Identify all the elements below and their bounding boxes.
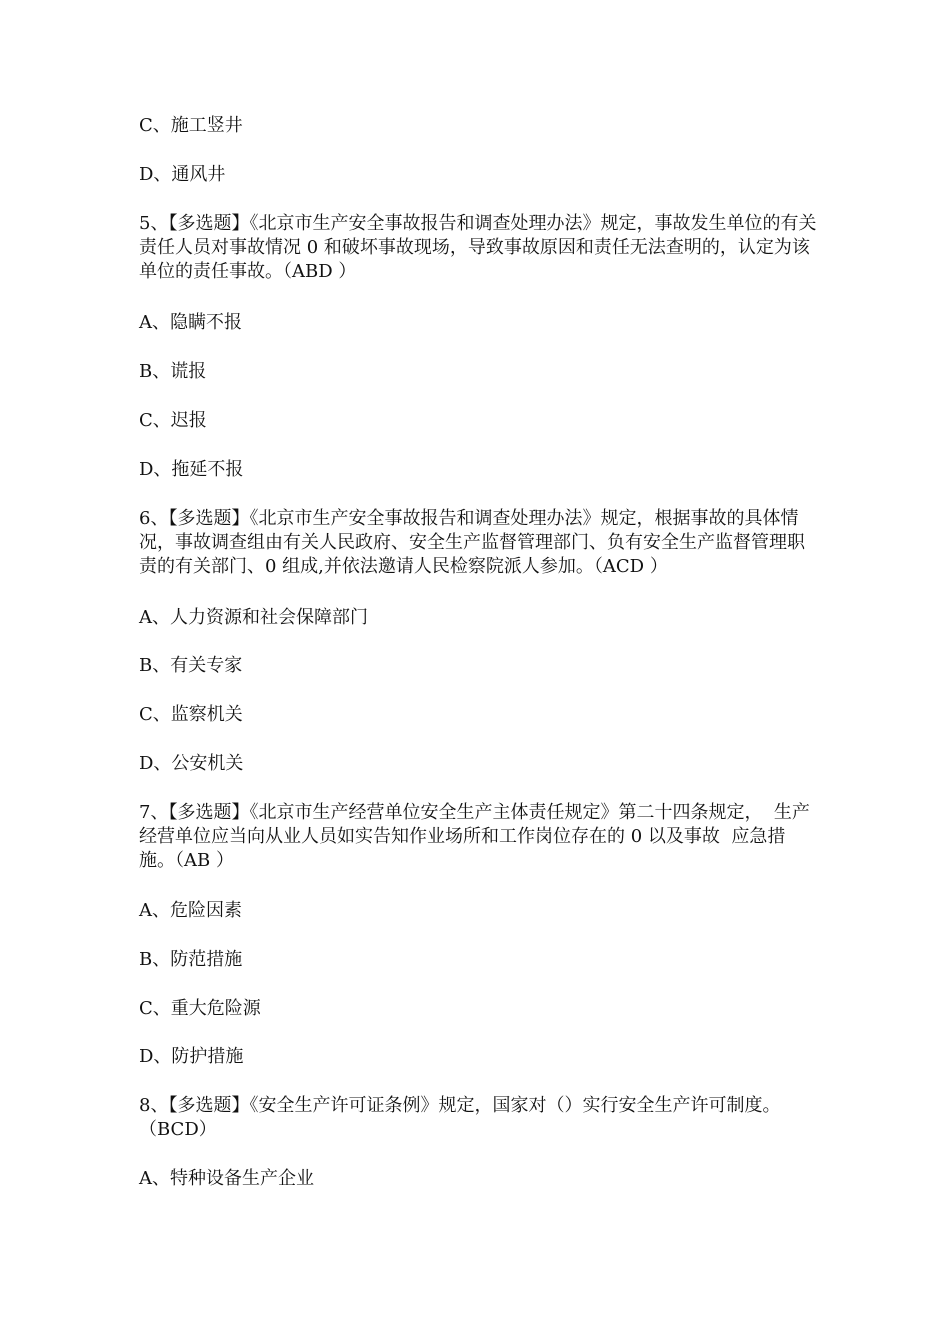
option-7a: A、危险因素 [139, 900, 242, 921]
option-8a: A、特种设备生产企业 [139, 1168, 314, 1189]
question-7: 7、【多选题】《北京市生产经营单位安全生产主体责任规定》第二十四条规定， 生产经营单位应当向从业人员如实告知作业场所和工作岗位存在的 0 以及事故 应急措施。（AB ） [139, 802, 810, 871]
option-4c: C、施工竖井 [139, 115, 243, 136]
option-7c: C、重大危险源 [139, 998, 261, 1019]
option-6c: C、监察机关 [139, 704, 243, 725]
option-5d: D、拖延不报 [139, 459, 244, 480]
question-5: 5、【多选题】《北京市生产安全事故报告和调查处理办法》规定，事故发生单位的有关责任人员对事故情况 0 和破坏事故现场，导致事故原因和责任无法查明的，认定为该单位的责任事故。（ABD ） [139, 213, 817, 282]
option-5a: A、隐瞒不报 [139, 312, 242, 333]
question-8: 8、【多选题】《安全生产许可证条例》规定，国家对（）实行安全生产许可制度。（BCD） [139, 1095, 781, 1140]
option-5c: C、迟报 [139, 410, 207, 431]
option-7d: D、防护措施 [139, 1046, 244, 1067]
question-6: 6、【多选题】《北京市生产安全事故报告和调查处理办法》规定，根据事故的具体情况，事故调查组由有关人民政府、安全生产监督管理部门、负有安全生产监督管理职责的有关部门、0 组成,并依法邀请人民检察院派人参加。（ACD ） [139, 508, 805, 577]
option-6a: A、人力资源和社会保障部门 [139, 607, 368, 628]
option-4d: D、通风井 [139, 164, 226, 185]
option-6d: D、公安机关 [139, 753, 244, 774]
option-7b: B、防范措施 [139, 949, 243, 970]
option-6b: B、有关专家 [139, 655, 243, 676]
option-5b: B、谎报 [139, 361, 207, 382]
